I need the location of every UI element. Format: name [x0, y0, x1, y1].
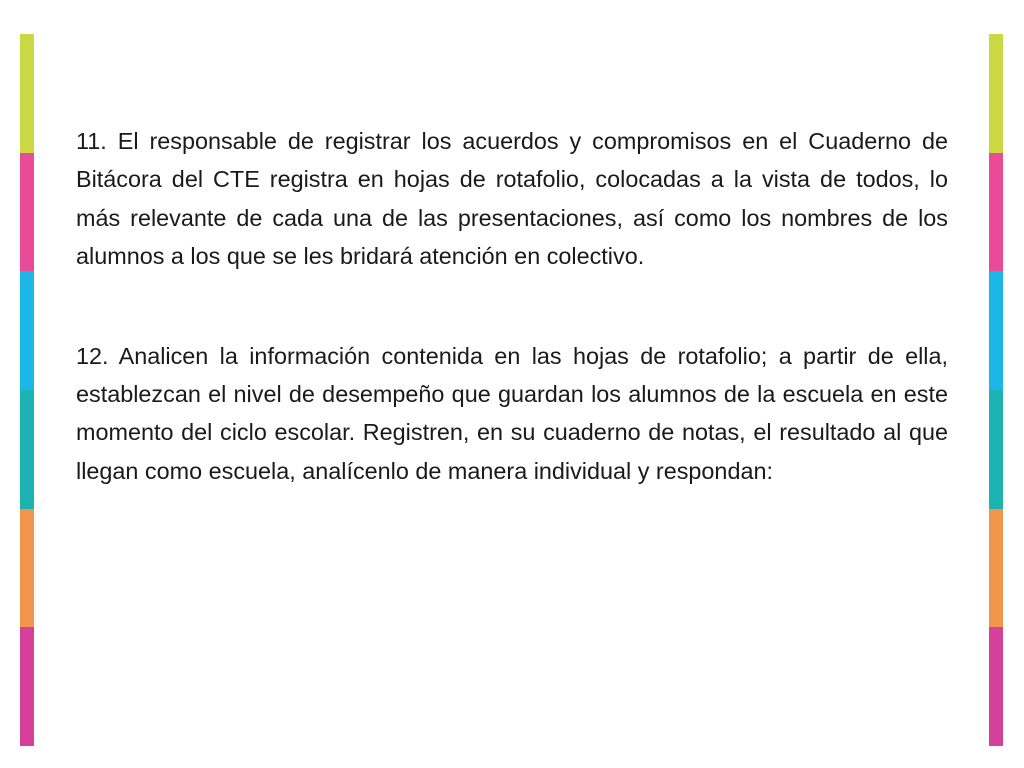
stripe-segment-pink [20, 153, 34, 272]
paragraph-11: 11. El responsable de registrar los acuerdos y compromisos en el Cuaderno de Bitácora del CTE registra en hojas de rotafolio, colocadas a la vista de todos, lo más relevante de cada una de las presentaciones, así como los nombres de los alumnos a los que se les bridará atención en colectivo. [76, 128, 948, 270]
stripe-segment-teal [989, 390, 1003, 509]
slide-body [76, 122, 948, 490]
paragraph-12: 12. Analicen la información contenida en las hojas de rotafolio; a partir de ella, establezcan el nivel de desempeño que guardan los alumnos de la escuela en este momento del ciclo escolar. Registren, en su cuaderno de notas, el resultado al que llegan como escuela, analícenlo de manera individual y respondan: [76, 342, 948, 484]
stripe-segment-cyan [989, 271, 1003, 390]
stripe-segment-orange [989, 509, 1003, 628]
stripe-segment-magenta [989, 627, 1003, 746]
stripe-segment-orange [20, 509, 34, 628]
right-color-stripe [989, 34, 1003, 746]
stripe-segment-magenta [20, 627, 34, 746]
stripe-segment-lime [20, 34, 34, 153]
stripe-segment-pink [989, 153, 1003, 272]
stripe-segment-cyan [20, 271, 34, 390]
stripe-segment-teal [20, 390, 34, 509]
stripe-segment-lime [989, 34, 1003, 153]
left-color-stripe [20, 34, 34, 746]
